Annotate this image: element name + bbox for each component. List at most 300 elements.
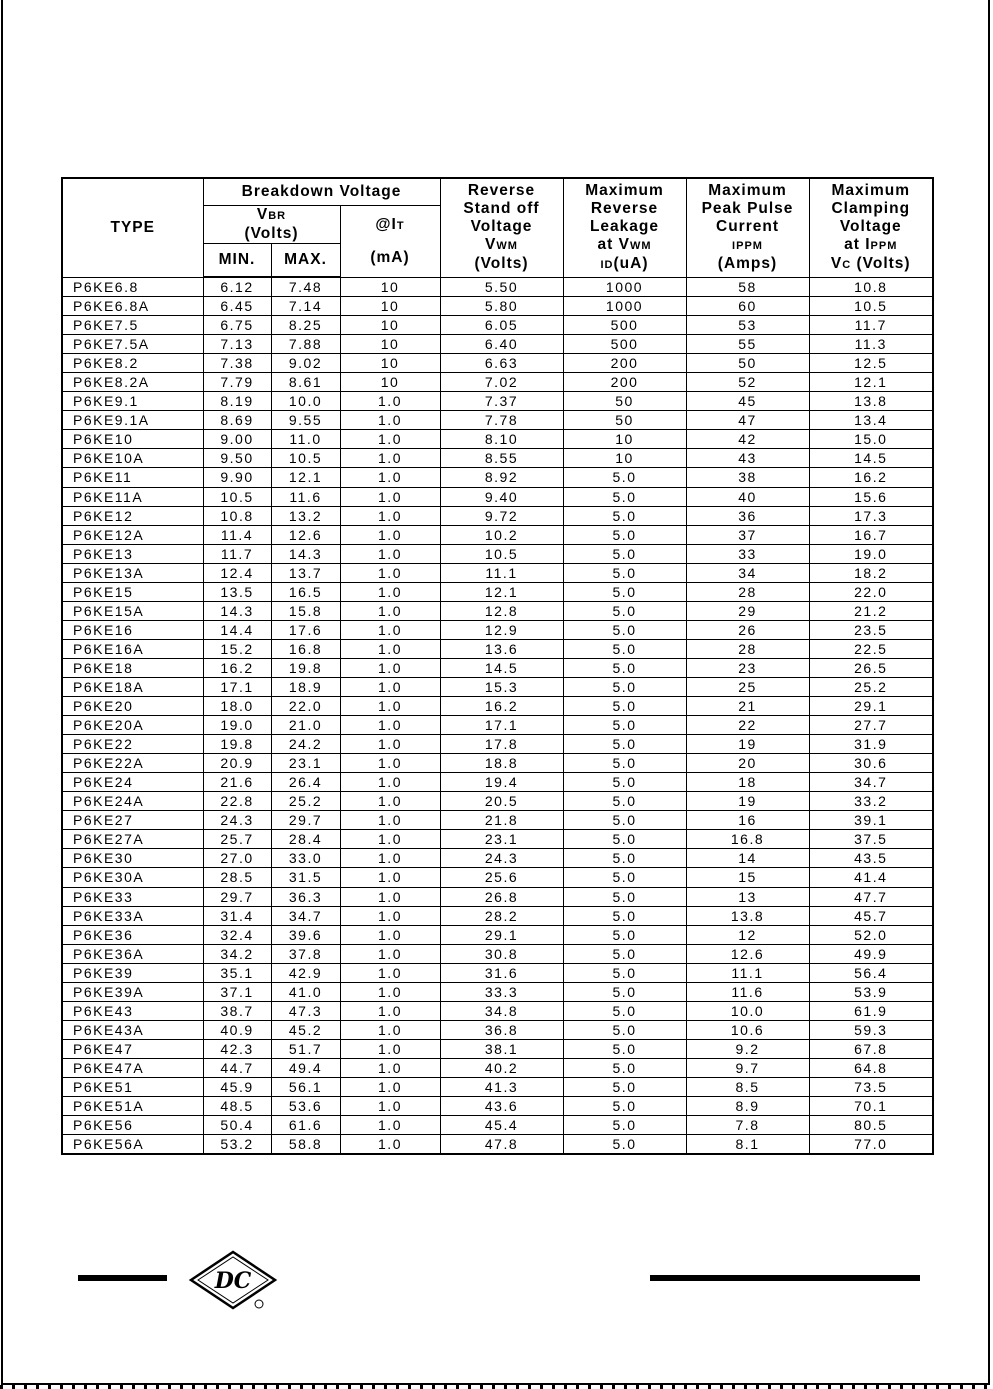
ippm-cell: 7.8 <box>686 1116 809 1135</box>
vc-cell: 80.5 <box>809 1116 933 1135</box>
type-cell: P6KE12A <box>62 525 203 544</box>
peak-pulse-current-header: Maximum Peak Pulse Current IPPM (Amps) <box>686 178 809 277</box>
vbr-max-cell: 16.8 <box>271 639 340 658</box>
table-row <box>62 868 933 887</box>
vbr-min-cell: 21.6 <box>203 773 271 792</box>
vbr-min-cell: 18.0 <box>203 697 271 716</box>
vbr-min-cell: 40.9 <box>203 1020 271 1039</box>
vwm-cell: 14.5 <box>440 658 563 677</box>
leakage-cell: 1000 <box>563 297 686 316</box>
vwm-cell: 12.8 <box>440 601 563 620</box>
vbr-min-cell: 11.7 <box>203 544 271 563</box>
vbr-max-cell: 13.2 <box>271 506 340 525</box>
leakage-cell: 500 <box>563 316 686 335</box>
leakage-cell: 5.0 <box>563 963 686 982</box>
it-cell: 1.0 <box>340 620 440 639</box>
ippm-cell: 12 <box>686 925 809 944</box>
leakage-cell: 5.0 <box>563 525 686 544</box>
company-logo <box>186 1248 278 1314</box>
vwm-cell: 26.8 <box>440 887 563 906</box>
vbr-max-cell: 36.3 <box>271 887 340 906</box>
leakage-cell: 5.0 <box>563 716 686 735</box>
table-row <box>62 297 933 316</box>
vbr-max-cell: 47.3 <box>271 1001 340 1020</box>
vc-cell: 49.9 <box>809 944 933 963</box>
leakage-cell: 5.0 <box>563 639 686 658</box>
ippm-cell: 16.8 <box>686 830 809 849</box>
ippm-cell: 18 <box>686 773 809 792</box>
table-row <box>62 792 933 811</box>
vc-cell: 14.5 <box>809 449 933 468</box>
type-cell: P6KE12 <box>62 506 203 525</box>
table-row <box>62 392 933 411</box>
vwm-cell: 10.5 <box>440 544 563 563</box>
ippm-cell: 37 <box>686 525 809 544</box>
vwm-cell: 41.3 <box>440 1077 563 1096</box>
leakage-cell: 5.0 <box>563 868 686 887</box>
max-header: MAX. <box>271 243 340 277</box>
table-row <box>62 277 933 297</box>
leakage-cell: 5.0 <box>563 468 686 487</box>
vc-cell: 16.2 <box>809 468 933 487</box>
it-cell: 10 <box>340 335 440 354</box>
vbr-max-cell: 26.4 <box>271 773 340 792</box>
vbr-max-cell: 53.6 <box>271 1097 340 1116</box>
vwm-cell: 5.50 <box>440 277 563 297</box>
vwm-cell: 6.40 <box>440 335 563 354</box>
table-row <box>62 658 933 677</box>
ippm-cell: 50 <box>686 354 809 373</box>
vbr-min-cell: 8.69 <box>203 411 271 430</box>
type-cell: P6KE20 <box>62 697 203 716</box>
vbr-min-cell: 11.4 <box>203 525 271 544</box>
vbr-max-cell: 24.2 <box>271 735 340 754</box>
vbr-max-cell: 18.9 <box>271 677 340 696</box>
ippm-cell: 8.9 <box>686 1097 809 1116</box>
vbr-min-cell: 20.9 <box>203 754 271 773</box>
type-cell: P6KE8.2A <box>62 373 203 392</box>
ippm-cell: 33 <box>686 544 809 563</box>
ippm-cell: 15 <box>686 868 809 887</box>
vbr-max-cell: 21.0 <box>271 716 340 735</box>
vc-cell: 70.1 <box>809 1097 933 1116</box>
leakage-cell: 200 <box>563 354 686 373</box>
vwm-cell: 9.40 <box>440 487 563 506</box>
vbr-min-cell: 35.1 <box>203 963 271 982</box>
ippm-cell: 58 <box>686 277 809 297</box>
vbr-min-cell: 50.4 <box>203 1116 271 1135</box>
vwm-cell: 47.8 <box>440 1135 563 1155</box>
table-row <box>62 1116 933 1135</box>
vbr-max-cell: 61.6 <box>271 1116 340 1135</box>
ippm-cell: 14 <box>686 849 809 868</box>
it-cell: 1.0 <box>340 906 440 925</box>
table-row <box>62 963 933 982</box>
vc-cell: 17.3 <box>809 506 933 525</box>
vbr-max-cell: 16.5 <box>271 582 340 601</box>
type-cell: P6KE20A <box>62 716 203 735</box>
vc-cell: 39.1 <box>809 811 933 830</box>
it-cell: 1.0 <box>340 697 440 716</box>
ippm-cell: 21 <box>686 697 809 716</box>
type-cell: P6KE27 <box>62 811 203 830</box>
type-cell: P6KE15A <box>62 601 203 620</box>
table-row <box>62 620 933 639</box>
vc-cell: 12.5 <box>809 354 933 373</box>
vbr-min-cell: 12.4 <box>203 563 271 582</box>
ippm-cell: 12.6 <box>686 944 809 963</box>
vbr-max-cell: 12.6 <box>271 525 340 544</box>
vbr-max-cell: 39.6 <box>271 925 340 944</box>
vbr-min-cell: 34.2 <box>203 944 271 963</box>
ippm-cell: 9.7 <box>686 1058 809 1077</box>
vc-cell: 27.7 <box>809 716 933 735</box>
leakage-cell: 5.0 <box>563 735 686 754</box>
vc-cell: 29.1 <box>809 697 933 716</box>
vbr-min-cell: 8.19 <box>203 392 271 411</box>
vbr-min-cell: 6.45 <box>203 297 271 316</box>
type-cell: P6KE10A <box>62 449 203 468</box>
it-cell: 1.0 <box>340 773 440 792</box>
vc-cell: 13.4 <box>809 411 933 430</box>
it-cell: 1.0 <box>340 487 440 506</box>
vbr-min-cell: 31.4 <box>203 906 271 925</box>
vwm-cell: 28.2 <box>440 906 563 925</box>
vbr-max-cell: 12.1 <box>271 468 340 487</box>
table-row <box>62 1039 933 1058</box>
type-cell: P6KE24 <box>62 773 203 792</box>
leakage-cell: 5.0 <box>563 487 686 506</box>
table-row <box>62 430 933 449</box>
leakage-cell: 5.0 <box>563 906 686 925</box>
it-cell: 1.0 <box>340 411 440 430</box>
ippm-cell: 55 <box>686 335 809 354</box>
ippm-cell: 52 <box>686 373 809 392</box>
leakage-cell: 5.0 <box>563 620 686 639</box>
table-row <box>62 887 933 906</box>
table-row <box>62 773 933 792</box>
vc-cell: 59.3 <box>809 1020 933 1039</box>
vc-cell: 12.1 <box>809 373 933 392</box>
type-cell: P6KE33A <box>62 906 203 925</box>
table-row <box>62 411 933 430</box>
it-cell: 10 <box>340 373 440 392</box>
table-row <box>62 982 933 1001</box>
it-cell: 1.0 <box>340 1001 440 1020</box>
vbr-max-cell: 9.02 <box>271 354 340 373</box>
ippm-cell: 45 <box>686 392 809 411</box>
vc-cell: 11.3 <box>809 335 933 354</box>
vbr-max-cell: 33.0 <box>271 849 340 868</box>
vc-cell: 37.5 <box>809 830 933 849</box>
it-cell: 1.0 <box>340 963 440 982</box>
ippm-cell: 19 <box>686 792 809 811</box>
leakage-cell: 5.0 <box>563 849 686 868</box>
vc-cell: 10.8 <box>809 277 933 297</box>
type-cell: P6KE27A <box>62 830 203 849</box>
vc-cell: 22.5 <box>809 639 933 658</box>
ippm-cell: 19 <box>686 735 809 754</box>
table-row <box>62 811 933 830</box>
leakage-cell: 5.0 <box>563 925 686 944</box>
vc-cell: 26.5 <box>809 658 933 677</box>
ippm-cell: 28 <box>686 582 809 601</box>
table-row <box>62 1020 933 1039</box>
table-row <box>62 639 933 658</box>
table-body <box>62 277 933 1154</box>
leakage-cell: 5.0 <box>563 887 686 906</box>
svg-text:DC: DC <box>214 1268 252 1294</box>
type-cell: P6KE11A <box>62 487 203 506</box>
vbr-max-cell: 31.5 <box>271 868 340 887</box>
leakage-cell: 5.0 <box>563 1020 686 1039</box>
ippm-cell: 60 <box>686 297 809 316</box>
vwm-cell: 33.3 <box>440 982 563 1001</box>
it-cell: 1.0 <box>340 1039 440 1058</box>
vbr-min-cell: 29.7 <box>203 887 271 906</box>
leakage-cell: 50 <box>563 411 686 430</box>
bottom-edge <box>0 1385 993 1389</box>
it-header: @IT (mA) <box>340 205 440 277</box>
leakage-cell: 5.0 <box>563 601 686 620</box>
vc-cell: 25.2 <box>809 677 933 696</box>
table-row <box>62 906 933 925</box>
vwm-cell: 7.78 <box>440 411 563 430</box>
vwm-cell: 8.55 <box>440 449 563 468</box>
vbr-min-cell: 6.12 <box>203 277 271 297</box>
vbr-min-cell: 9.00 <box>203 430 271 449</box>
ippm-cell: 40 <box>686 487 809 506</box>
type-cell: P6KE7.5A <box>62 335 203 354</box>
vwm-cell: 10.2 <box>440 525 563 544</box>
vbr-max-cell: 10.0 <box>271 392 340 411</box>
vbr-min-cell: 32.4 <box>203 925 271 944</box>
leakage-cell: 5.0 <box>563 1135 686 1155</box>
table-row <box>62 468 933 487</box>
vc-cell: 10.5 <box>809 297 933 316</box>
ippm-cell: 11.6 <box>686 982 809 1001</box>
vbr-max-cell: 8.25 <box>271 316 340 335</box>
it-cell: 1.0 <box>340 1097 440 1116</box>
ippm-cell: 34 <box>686 563 809 582</box>
vwm-cell: 16.2 <box>440 697 563 716</box>
leakage-cell: 5.0 <box>563 506 686 525</box>
type-cell: P6KE22 <box>62 735 203 754</box>
it-cell: 1.0 <box>340 582 440 601</box>
vbr-max-cell: 13.7 <box>271 563 340 582</box>
vbr-min-cell: 27.0 <box>203 849 271 868</box>
vwm-cell: 13.6 <box>440 639 563 658</box>
vwm-cell: 6.63 <box>440 354 563 373</box>
ippm-cell: 25 <box>686 677 809 696</box>
type-cell: P6KE8.2 <box>62 354 203 373</box>
it-cell: 1.0 <box>340 982 440 1001</box>
table-row <box>62 1077 933 1096</box>
it-cell: 1.0 <box>340 1077 440 1096</box>
type-cell: P6KE30 <box>62 849 203 868</box>
ippm-cell: 8.1 <box>686 1135 809 1155</box>
it-cell: 1.0 <box>340 506 440 525</box>
leakage-cell: 5.0 <box>563 697 686 716</box>
leakage-cell: 5.0 <box>563 811 686 830</box>
vbr-max-cell: 11.0 <box>271 430 340 449</box>
it-cell: 1.0 <box>340 716 440 735</box>
vbr-min-cell: 7.79 <box>203 373 271 392</box>
vbr-max-cell: 7.48 <box>271 277 340 297</box>
type-cell: P6KE18 <box>62 658 203 677</box>
ippm-cell: 10.0 <box>686 1001 809 1020</box>
vbr-max-cell: 8.61 <box>271 373 340 392</box>
ippm-cell: 16 <box>686 811 809 830</box>
vwm-cell: 40.2 <box>440 1058 563 1077</box>
vbr-min-cell: 7.38 <box>203 354 271 373</box>
it-cell: 1.0 <box>340 830 440 849</box>
table-row <box>62 582 933 601</box>
leakage-cell: 5.0 <box>563 1116 686 1135</box>
vbr-min-cell: 53.2 <box>203 1135 271 1155</box>
vbr-max-cell: 25.2 <box>271 792 340 811</box>
type-cell: P6KE36A <box>62 944 203 963</box>
ippm-cell: 13 <box>686 887 809 906</box>
vbr-max-cell: 15.8 <box>271 601 340 620</box>
vc-cell: 56.4 <box>809 963 933 982</box>
ippm-cell: 36 <box>686 506 809 525</box>
type-cell: P6KE56A <box>62 1135 203 1155</box>
vbr-min-cell: 13.5 <box>203 582 271 601</box>
it-cell: 1.0 <box>340 449 440 468</box>
vwm-cell: 8.92 <box>440 468 563 487</box>
vc-cell: 16.7 <box>809 525 933 544</box>
vwm-cell: 29.1 <box>440 925 563 944</box>
clamping-voltage-header: Maximum Clamping Voltage at IPPM VC (Volts) <box>809 178 933 277</box>
ippm-cell: 13.8 <box>686 906 809 925</box>
it-cell: 1.0 <box>340 392 440 411</box>
vbr-max-cell: 10.5 <box>271 449 340 468</box>
it-cell: 1.0 <box>340 792 440 811</box>
vwm-cell: 12.1 <box>440 582 563 601</box>
it-cell: 1.0 <box>340 525 440 544</box>
type-cell: P6KE30A <box>62 868 203 887</box>
vc-cell: 13.8 <box>809 392 933 411</box>
vbr-max-cell: 17.6 <box>271 620 340 639</box>
leakage-cell: 5.0 <box>563 544 686 563</box>
leakage-cell: 5.0 <box>563 1077 686 1096</box>
vc-cell: 31.9 <box>809 735 933 754</box>
it-cell: 1.0 <box>340 849 440 868</box>
vbr-max-cell: 11.6 <box>271 487 340 506</box>
ippm-cell: 43 <box>686 449 809 468</box>
leakage-cell: 5.0 <box>563 1058 686 1077</box>
min-header: MIN. <box>203 243 271 277</box>
vwm-cell: 19.4 <box>440 773 563 792</box>
table-row <box>62 830 933 849</box>
vbr-max-cell: 19.8 <box>271 658 340 677</box>
type-cell: P6KE39 <box>62 963 203 982</box>
table-row <box>62 563 933 582</box>
vbr-min-cell: 25.7 <box>203 830 271 849</box>
vbr-max-cell: 34.7 <box>271 906 340 925</box>
it-cell: 1.0 <box>340 925 440 944</box>
table-row <box>62 716 933 735</box>
table-row <box>62 1135 933 1155</box>
it-cell: 1.0 <box>340 658 440 677</box>
vbr-max-cell: 49.4 <box>271 1058 340 1077</box>
vwm-cell: 17.8 <box>440 735 563 754</box>
vbr-min-cell: 17.1 <box>203 677 271 696</box>
vwm-cell: 38.1 <box>440 1039 563 1058</box>
vbr-max-cell: 7.14 <box>271 297 340 316</box>
vc-cell: 73.5 <box>809 1077 933 1096</box>
it-cell: 1.0 <box>340 754 440 773</box>
table-row <box>62 449 933 468</box>
it-cell: 1.0 <box>340 1116 440 1135</box>
vwm-cell: 24.3 <box>440 849 563 868</box>
spec-table <box>61 177 934 1155</box>
type-cell: P6KE36 <box>62 925 203 944</box>
it-cell: 10 <box>340 354 440 373</box>
type-cell: P6KE15 <box>62 582 203 601</box>
vc-cell: 33.2 <box>809 792 933 811</box>
breakdown-voltage-header: Breakdown Voltage <box>203 178 440 205</box>
vbr-min-cell: 37.1 <box>203 982 271 1001</box>
type-cell: P6KE22A <box>62 754 203 773</box>
it-cell: 1.0 <box>340 868 440 887</box>
type-cell: P6KE6.8 <box>62 277 203 297</box>
vc-cell: 53.9 <box>809 982 933 1001</box>
it-cell: 1.0 <box>340 430 440 449</box>
vbr-min-cell: 42.3 <box>203 1039 271 1058</box>
vbr-max-cell: 37.8 <box>271 944 340 963</box>
vc-cell: 30.6 <box>809 754 933 773</box>
leakage-cell: 5.0 <box>563 773 686 792</box>
ippm-cell: 23 <box>686 658 809 677</box>
vwm-cell: 6.05 <box>440 316 563 335</box>
vbr-min-cell: 19.0 <box>203 716 271 735</box>
vbr-min-cell: 10.8 <box>203 506 271 525</box>
type-header: TYPE <box>62 178 203 277</box>
type-cell: P6KE47A <box>62 1058 203 1077</box>
vwm-cell: 8.10 <box>440 430 563 449</box>
vc-cell: 41.4 <box>809 868 933 887</box>
vbr-min-cell: 9.50 <box>203 449 271 468</box>
leakage-cell: 5.0 <box>563 582 686 601</box>
ippm-cell: 53 <box>686 316 809 335</box>
table-row <box>62 1001 933 1020</box>
vwm-cell: 34.8 <box>440 1001 563 1020</box>
vc-cell: 43.5 <box>809 849 933 868</box>
it-cell: 1.0 <box>340 544 440 563</box>
vc-cell: 64.8 <box>809 1058 933 1077</box>
vbr-header: VBR (Volts) <box>203 205 340 243</box>
leakage-cell: 5.0 <box>563 1001 686 1020</box>
vc-cell: 21.2 <box>809 601 933 620</box>
table-row <box>62 754 933 773</box>
table-row <box>62 944 933 963</box>
table-row <box>62 677 933 696</box>
ippm-cell: 20 <box>686 754 809 773</box>
type-cell: P6KE9.1A <box>62 411 203 430</box>
leakage-cell: 5.0 <box>563 944 686 963</box>
vbr-min-cell: 28.5 <box>203 868 271 887</box>
table-row <box>62 525 933 544</box>
table-row <box>62 1058 933 1077</box>
vc-cell: 15.0 <box>809 430 933 449</box>
vwm-cell: 12.9 <box>440 620 563 639</box>
vwm-cell: 18.8 <box>440 754 563 773</box>
table-row <box>62 1097 933 1116</box>
vbr-min-cell: 6.75 <box>203 316 271 335</box>
vwm-cell: 30.8 <box>440 944 563 963</box>
